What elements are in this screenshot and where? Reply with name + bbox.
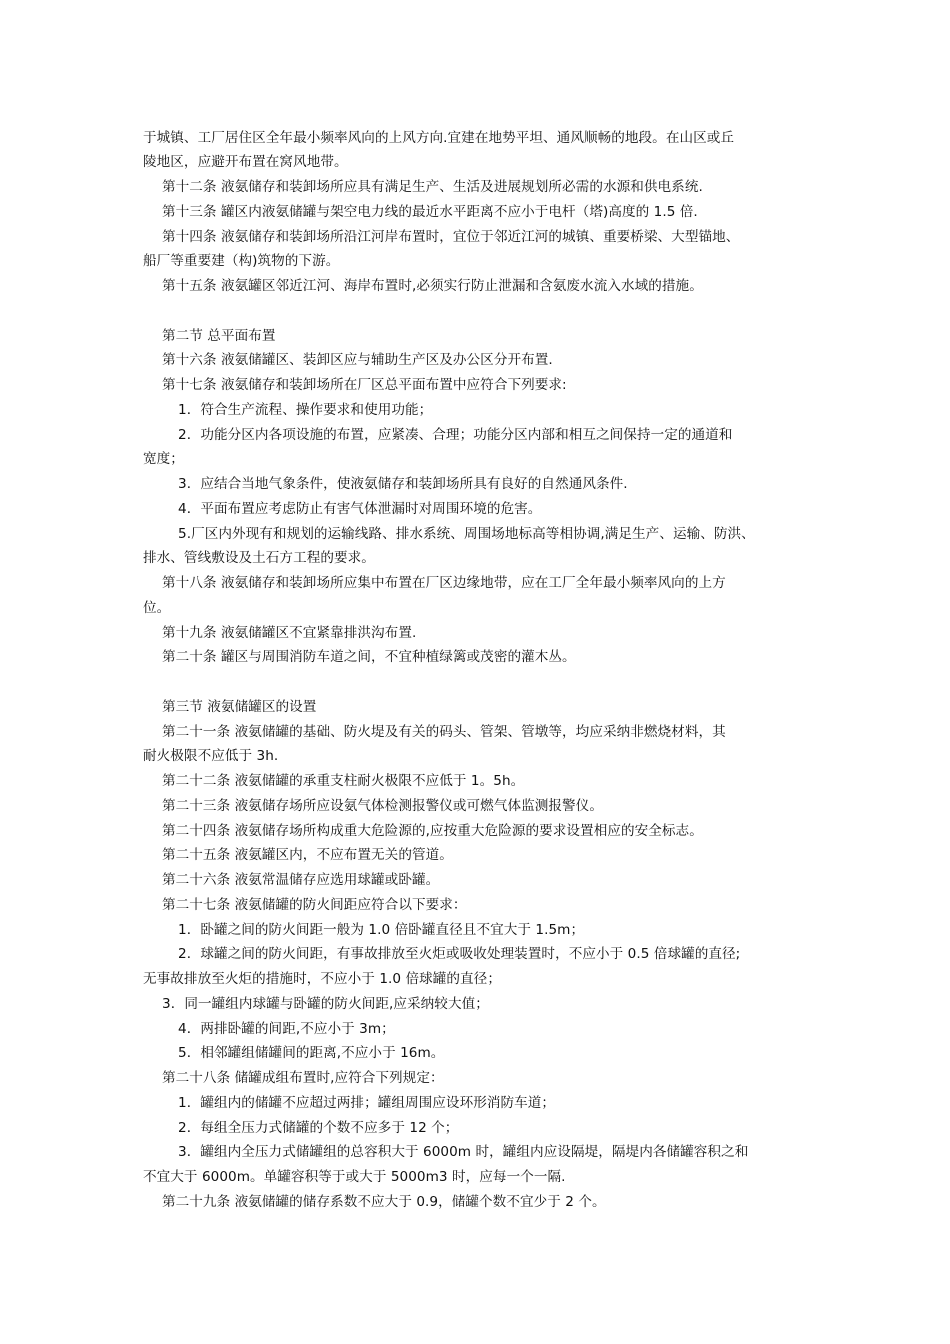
list-item: 3．应结合当地气象条件，使液氨储存和装卸场所具有良好的自然通风条件.	[178, 476, 628, 492]
article-18: 第十八条 液氨储存和装卸场所应集中布置在厂区边缘地带，应在工厂全年最小频率风向的上方	[162, 575, 726, 591]
article-15: 第十五条 液氨罐区邻近江河、海岸布置时,必须实行防止泄漏和含氨废水流入水域的措施。	[162, 278, 703, 294]
text-line: 不宜大于 6000m。单罐容积等于或大于 5000m3 时，应每一个一隔.	[143, 1169, 566, 1185]
article-17: 第十七条 液氨储存和装卸场所在厂区总平面布置中应符合下列要求:	[162, 377, 567, 393]
list-item: 2．球罐之间的防火间距，有事故排放至火炬或吸收处理装置时，不应小于 0.5 倍球罐的直径;	[178, 946, 741, 962]
list-item: 4．平面布置应考虑防止有害气体泄漏时对周围环境的危害。	[178, 501, 542, 517]
article-19: 第十九条 液氨储罐区不宜紧靠排洪沟布置.	[162, 625, 417, 641]
list-item: 1．卧罐之间的防火间距一般为 1.0 倍卧罐直径且不宜大于 1.5m；	[178, 922, 585, 938]
text-line: 宽度；	[143, 451, 184, 467]
article-25: 第二十五条 液氨罐区内，不应布置无关的管道。	[162, 847, 453, 863]
article-21: 第二十一条 液氨储罐的基础、防火堤及有关的码头、管架、管墩等，均应采纳非燃烧材料，其	[162, 724, 726, 740]
article-24: 第二十四条 液氨储存场所构成重大危险源的,应按重大危险源的要求设置相应的安全标志。	[162, 823, 703, 839]
text-line: 于城镇、工厂居住区全年最小频率风向的上风方向.宜建在地势平坦、通风顺畅的地段。在山区或丘	[143, 130, 735, 146]
article-12: 第十二条 液氨储存和装卸场所应具有满足生产、生活及进展规划所必需的水源和供电系统.	[162, 179, 703, 195]
list-item: 1．罐组内的储罐不应超过两排；罐组周围应设环形消防车道；	[178, 1095, 556, 1111]
article-29: 第二十九条 液氨储罐的储存系数不应大于 0.9，储罐个数不宜少于 2 个。	[162, 1194, 606, 1210]
list-item: 5.厂区内外现有和规划的运输线路、排水系统、周围场地标高等相协调,满足生产、运输、防洪、	[178, 526, 755, 542]
list-item: 5．相邻罐组储罐间的距离,不应小于 16m。	[178, 1045, 445, 1061]
list-item: 3．同一罐组内球罐与卧罐的防火间距,应采纳较大值；	[162, 996, 489, 1012]
text-line: 耐火极限不应低于 3h.	[143, 748, 279, 764]
list-item: 2．功能分区内各项设施的布置，应紧凑、合理；功能分区内部和相互之间保持一定的通道和	[178, 427, 733, 443]
list-item: 3．罐组内全压力式储罐组的总容积大于 6000m 时，罐组内应设隔堤，隔堤内各储罐容积之和	[178, 1144, 749, 1160]
text-line: 无事故排放至火炬的措施时，不应小于 1.0 倍球罐的直径；	[143, 971, 501, 987]
article-22: 第二十二条 液氨储罐的承重支柱耐火极限不应低于 1。5h。	[162, 773, 525, 789]
article-14: 第十四条 液氨储存和装卸场所沿江河岸布置时，宜位于邻近江河的城镇、重要桥梁、大型锚地、	[162, 229, 740, 245]
article-23: 第二十三条 液氨储存场所应设氨气体检测报警仪或可燃气体监测报警仪。	[162, 798, 603, 814]
section-heading: 第三节 液氨储罐区的设置	[162, 699, 317, 715]
article-27: 第二十七条 液氨储罐的防火间距应符合以下要求：	[162, 897, 467, 913]
list-item: 4．两排卧罐的间距,不应小于 3m；	[178, 1021, 395, 1037]
article-13: 第十三条 罐区内液氨储罐与架空电力线的最近水平距离不应小于电杆（塔)高度的 1.5 倍.	[162, 204, 698, 220]
list-item: 2．每组全压力式储罐的个数不应多于 12 个；	[178, 1120, 459, 1136]
list-item: 1．符合生产流程、操作要求和使用功能；	[178, 402, 433, 418]
text-line: 排水、管线敷设及土石方工程的要求。	[143, 550, 375, 566]
section-heading: 第二节 总平面布置	[162, 328, 276, 344]
text-line: 船厂等重要建（构)筑物的下游。	[143, 253, 340, 269]
text-line: 陵地区，应避开布置在窝风地带。	[143, 154, 348, 170]
article-26: 第二十六条 液氨常温储存应选用球罐或卧罐。	[162, 872, 440, 888]
article-16: 第十六条 液氨储罐区、装卸区应与辅助生产区及办公区分开布置.	[162, 352, 553, 368]
text-line: 位。	[143, 600, 171, 616]
article-28: 第二十八条 储罐成组布置时,应符合下列规定：	[162, 1070, 444, 1086]
article-20: 第二十条 罐区与周围消防车道之间，不宜种植绿篱或茂密的灌木丛。	[162, 649, 576, 665]
